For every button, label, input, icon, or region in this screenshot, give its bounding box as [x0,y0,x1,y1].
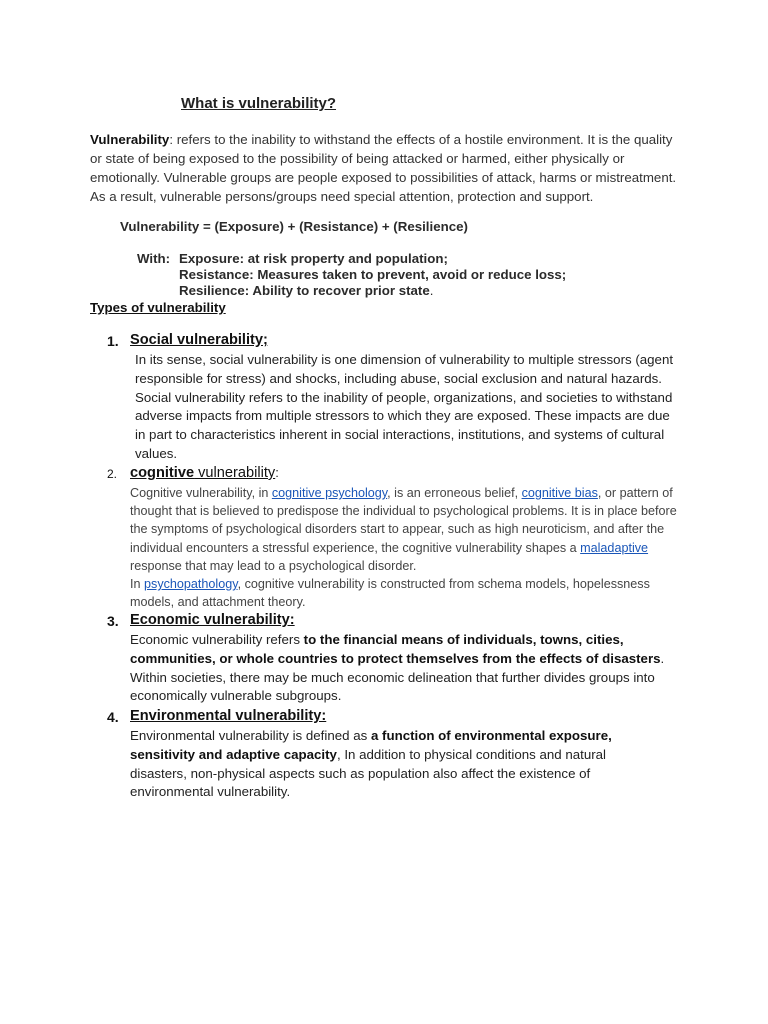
link-cognitive-psychology[interactable]: cognitive psychology [271,486,388,500]
section-2-text-c: , or pattern of thought that is believed to predispose the individual to psychological problems. It is in place before the symptoms of psychological disorders start to appear, such as high neuroticism, and after the individual encounters a stressful experience, the cognitive vulnerability shapes a [130,486,677,555]
definition-resilience-period: . [429,283,434,298]
section-4-text-bold: a function of environmental exposure, sensitivity and adaptive capacity [130,728,612,762]
definition-resilience [179,283,433,299]
intro-term: Vulnerability [90,132,170,147]
section-3-heading: Economic vulnerability: [130,612,295,628]
section-2-text-e: In [130,577,145,592]
section-2-text-a: Cognitive vulnerability, in [130,486,272,500]
section-2-number: 2. [107,467,118,481]
section-3-number: 3. [107,613,119,629]
section-3-paragraph [130,631,675,706]
section-2-text-b: , is an erroneous belief, [387,486,522,500]
section-2-heading-pre: cognitive [130,465,195,481]
section-3-text-a: Economic vulnerability refers [130,632,304,647]
section-1-number: 1. [107,333,119,349]
section-2-paragraph [130,484,678,611]
link-cognitive-bias[interactable]: cognitive bias [521,486,598,500]
link-psychopathology[interactable]: psychopathology [144,577,238,592]
definition-resilience-text: Resilience: Ability to recover prior state [179,283,430,298]
page-title: What is vulnerability? [181,95,337,112]
section-4-number: 4. [107,709,119,725]
section-2-heading [130,465,279,481]
section-2-heading-colon: : [275,465,279,480]
section-1-paragraph: In its sense, social vulnerability is one dimension of vulnerability to multiple stressors (agent responsible for stress) and shocks, including abuse, social exclusion and natural hazards. Social vulnerability refers to the inability of people, organizations, and societies to withstand adverse impacts from multiple stressors to which they are exposed. These impacts are due in part to characteristics inherent in social interactions, institutions, and systems of cultural values. [135,352,674,461]
vulnerability-formula: Vulnerability = (Exposure) + (Resistance) + (Resilience) [120,219,468,234]
section-3-text-b: . Within societies, there may be much economic delineation that further divides groups into economically vulnerable subgroups. [130,650,665,704]
intro-text: : refers to the inability to withstand the effects of a hostile environment. It is the quality or state of being exposed to the possibility of being attacked or harmed, either physically or emotionally. Vulnerable groups are people exposed to possibilities of attack, harms or mistreatment. As a result, vulnerable persons/groups need special attention, protection and support. [90,132,677,204]
section-4-text-b: , In addition to physical conditions and natural disasters, non-physical aspects such as population also affect the existence of environmental vulnerability. [130,746,607,800]
section-2-text-d: response that may lead to a psychological disorder. [130,558,417,573]
definition-resistance: Resistance: Measures taken to prevent, avoid or reduce loss; [179,267,567,282]
section-2-heading-post: vulnerability [194,465,276,481]
section-1-heading [130,332,268,348]
with-label: With: [137,251,171,266]
section-3-text-bold: to the financial means of individuals, towns, cities, communities, or whole countries to protect themselves from the effects of disasters [130,632,661,666]
definition-exposure: Exposure: at risk property and population; [179,251,448,266]
section-4-paragraph [130,727,650,802]
section-1-heading-text: Social vulnerability; [130,332,268,348]
section-2-text-f: , cognitive vulnerability is constructed from schema models, hopelessness models, and attachment theory. [130,577,650,610]
intro-paragraph [90,130,680,206]
section-4-text-a: Environmental vulnerability is defined as [130,728,371,743]
link-maladaptive[interactable]: maladaptive [580,540,649,555]
section-4-heading: Environmental vulnerability: [130,708,327,724]
types-heading: Types of vulnerability [90,300,226,315]
